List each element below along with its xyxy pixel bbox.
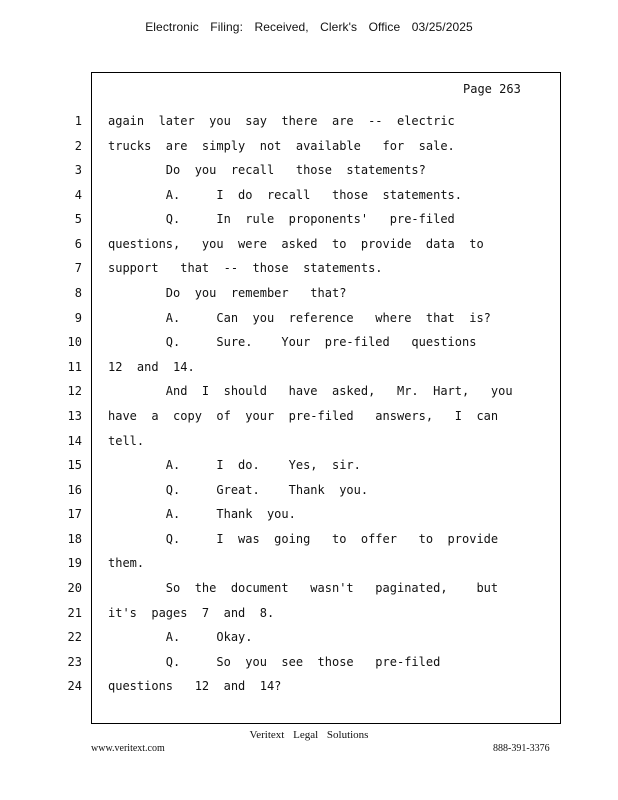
footer-company: Veritext Legal Solutions <box>249 729 369 741</box>
transcript-line <box>0 581 560 601</box>
transcript-line <box>0 532 560 552</box>
transcript-line <box>0 139 560 159</box>
footer-phone: 888-391-3376 <box>493 743 550 754</box>
line-text: trucks are simply not available for sale. <box>108 139 455 153</box>
transcript-line <box>0 556 560 576</box>
line-text: A. Okay. <box>108 630 253 644</box>
line-number: 3 <box>74 163 82 177</box>
line-number: 14 <box>67 434 82 448</box>
line-number: 6 <box>74 237 82 251</box>
transcript-line <box>0 286 560 306</box>
line-number: 13 <box>67 409 82 423</box>
line-number: 20 <box>67 581 82 595</box>
line-text: have a copy of your pre-filed answers, I can <box>108 409 499 423</box>
transcript-line <box>0 163 560 183</box>
transcript-line <box>0 507 560 527</box>
line-number: 17 <box>67 507 82 521</box>
line-number: 23 <box>67 655 82 669</box>
page-number: Page 263 <box>463 82 521 96</box>
line-text: questions 12 and 14? <box>108 679 282 693</box>
line-text: tell. <box>108 434 145 448</box>
line-text: Q. Sure. Your pre-filed questions <box>108 335 477 349</box>
transcript-line <box>0 655 560 675</box>
line-text: 12 and 14. <box>108 360 195 374</box>
line-text: A. Can you reference where that is? <box>108 311 491 325</box>
line-number: 11 <box>67 360 82 374</box>
line-text: Q. I was going to offer to provide <box>108 532 499 546</box>
line-text: A. I do. Yes, sir. <box>108 458 361 472</box>
transcript-line <box>0 409 560 429</box>
transcript-line <box>0 360 560 380</box>
line-text: questions, you were asked to provide data to <box>108 237 484 251</box>
transcript-line <box>0 335 560 355</box>
line-text: And I should have asked, Mr. Hart, you <box>108 384 513 398</box>
line-number: 2 <box>74 139 82 153</box>
line-number: 12 <box>67 384 82 398</box>
transcript-line <box>0 434 560 454</box>
line-text: it's pages 7 and 8. <box>108 606 275 620</box>
line-number: 9 <box>74 311 82 325</box>
transcript-line <box>0 679 560 699</box>
line-number: 1 <box>74 114 82 128</box>
line-number: 16 <box>67 483 82 497</box>
line-number: 18 <box>67 532 82 546</box>
line-text: So the document wasn't paginated, but <box>108 581 499 595</box>
transcript-line <box>0 458 560 478</box>
line-number: 4 <box>74 188 82 202</box>
transcript-line <box>0 483 560 503</box>
transcript-line <box>0 212 560 232</box>
line-number: 7 <box>74 261 82 275</box>
line-text: Q. So you see those pre-filed <box>108 655 441 669</box>
transcript-line <box>0 237 560 257</box>
line-text: Do you recall those statements? <box>108 163 426 177</box>
line-number: 10 <box>67 335 82 349</box>
line-number: 15 <box>67 458 82 472</box>
line-number: 22 <box>67 630 82 644</box>
line-text: Q. In rule proponents' pre-filed <box>108 212 455 226</box>
transcript-line <box>0 606 560 626</box>
line-text: Do you remember that? <box>108 286 347 300</box>
line-text: them. <box>108 556 145 570</box>
filing-stamp: Electronic Filing: Received, Clerk's Office 03/25/2025 <box>145 20 473 34</box>
transcript-line <box>0 384 560 404</box>
line-number: 21 <box>67 606 82 620</box>
transcript-line <box>0 311 560 331</box>
transcript-line <box>0 630 560 650</box>
line-text: again later you say there are -- electric <box>108 114 455 128</box>
line-number: 5 <box>74 212 82 226</box>
transcript-line <box>0 188 560 208</box>
footer-website: www.veritext.com <box>91 743 165 754</box>
line-number: 19 <box>67 556 82 570</box>
line-text: Q. Great. Thank you. <box>108 483 369 497</box>
line-text: support that -- those statements. <box>108 261 383 275</box>
line-number: 8 <box>74 286 82 300</box>
line-number: 24 <box>67 679 82 693</box>
transcript-line <box>0 261 560 281</box>
transcript-line <box>0 114 560 134</box>
line-text: A. I do recall those statements. <box>108 188 463 202</box>
line-text: A. Thank you. <box>108 507 296 521</box>
